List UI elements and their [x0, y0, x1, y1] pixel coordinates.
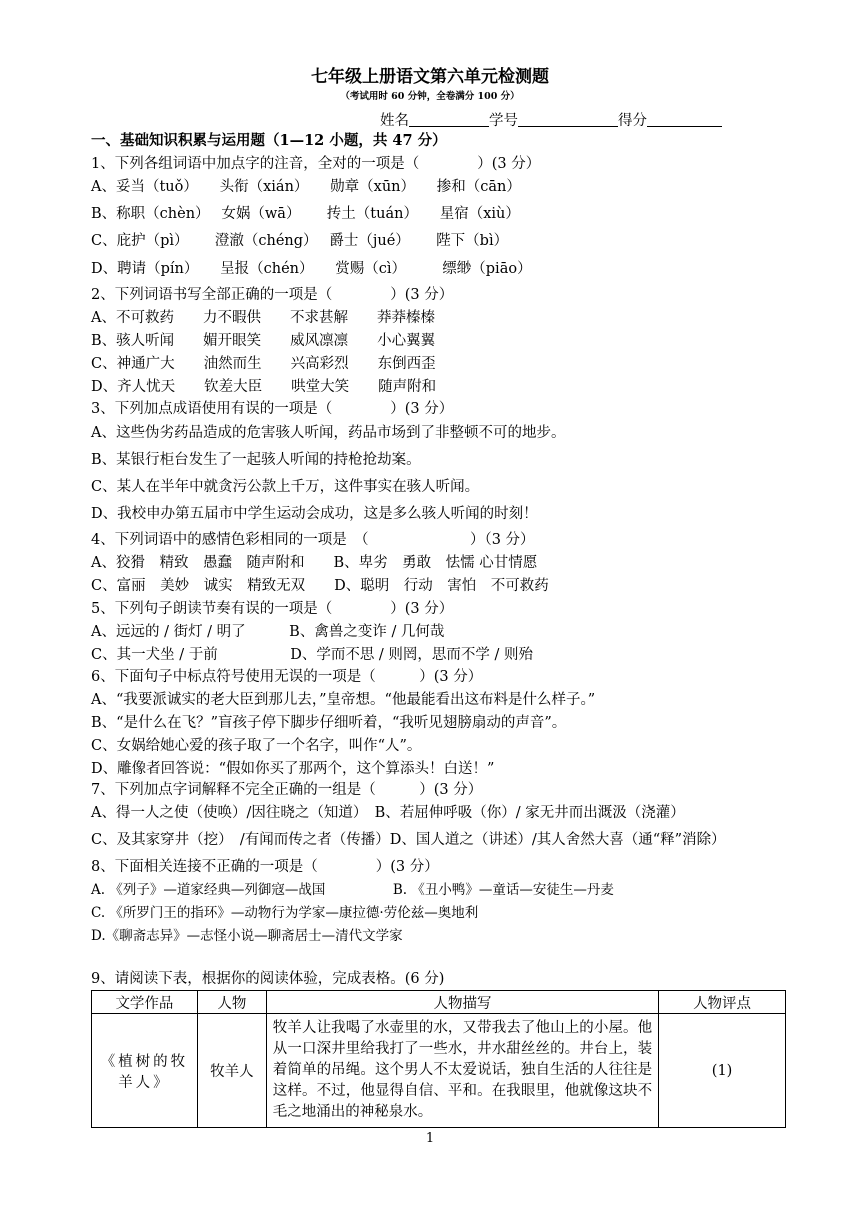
- question-4: 4、下列词语中的感情色彩相同的一项是 （ ）（3 分）: [91, 532, 535, 548]
- q8-option-d: D.《聊斋志异》—志怪小说—聊斋居士—清代文学家: [91, 928, 403, 944]
- section-heading: 一、基础知识积累与运用题（1—12 小题，共 47 分）: [91, 132, 447, 149]
- q1-option-c: C、庇护（pì） 澄澈（chéng） 爵士（jué） 陛下（bì）: [91, 233, 509, 249]
- table-header-cell: 人物: [197, 991, 266, 1014]
- q1-option-b: B、称职（chèn） 女娲（wā） 抟土（tuán） 星宿（xiù）: [91, 206, 520, 222]
- question-3: 3、下列加点成语使用有误的一项是（ ）(3 分）: [91, 401, 454, 417]
- q2-option-a: A、不可救药 力不暇供 不求甚解 莽莽榛榛: [91, 310, 435, 326]
- question-2: 2、下列词语书写全部正确的一项是（ ）(3 分）: [91, 287, 454, 303]
- q6-option-d: D、雕像者回答说：“假如你买了那两个，这个算添头！白送！”: [91, 761, 495, 777]
- name-label: 姓名: [380, 113, 409, 129]
- table-header-cell: 人物描写: [266, 991, 658, 1014]
- id-label: 学号: [489, 113, 518, 129]
- q6-option-b: B、“是什么在飞？”盲孩子停下脚步仔细听着，“我听见翅膀扇动的声音”。: [91, 715, 567, 731]
- score-label: 得分: [618, 113, 647, 129]
- question-6: 6、下面句子中标点符号使用无误的一项是（ ）(3 分）: [91, 669, 483, 685]
- page-title: 七年级上册语文第六单元检测题: [311, 67, 549, 87]
- q8-options-ab: A. 《列子》—道家经典—列御寇—战国 B. 《丑小鸭》—童话—安徒生—丹麦: [91, 882, 614, 898]
- character-cell: 牧羊人: [197, 1014, 266, 1128]
- work-cell: 《植树的牧羊人》: [92, 1014, 198, 1128]
- question-1: 1、下列各组词语中加点字的注音，全对的一项是（ ）(3 分）: [91, 156, 541, 172]
- q4-options-ab: A、狡猾 精致 愚蠢 随声附和 B、卑劣 勇敢 怯懦 心甘情愿: [91, 555, 538, 571]
- q8-option-c: C. 《所罗门王的指环》—动物行为学家—康拉德·劳伦兹—奥地利: [91, 905, 479, 921]
- question-5: 5、下列句子朗读节奏有误的一项是（ ）(3 分）: [91, 601, 454, 617]
- question-7: 7、下列加点字词解释不完全正确的一组是（ ）(3 分）: [91, 782, 483, 798]
- q7-options-cd: C、及其家穿井（挖） /有闻而传之者（传播）D、国人道之（讲述）/其人舍然大喜（通“释”消除）: [91, 832, 726, 848]
- page-number: 1: [425, 1131, 435, 1146]
- table-header-row: [92, 991, 786, 1014]
- q5-options-ab: A、远远的 / 街灯 / 明了 B、禽兽之变诈 / 几何哉: [91, 624, 445, 640]
- q1-option-d: D、聘请（pín） 呈报（chén） 赏赐（cì） 缥缈（piāo）: [91, 261, 532, 277]
- q3-option-a: A、这些伪劣药品造成的危害骇人听闻，药品市场到了非整顿不可的地步。: [91, 425, 566, 441]
- q7-options-ab: A、得一人之使（使唤）/因往晓之（知道） B、若屈伸呼吸（你）/ 家无井而出溉汲（浇灌）: [91, 805, 685, 821]
- q3-option-d: D、我校申办第五届市中学生运动会成功，这是多么骇人听闻的时刻！: [91, 506, 538, 522]
- table-header-cell: 文学作品: [92, 991, 198, 1014]
- q1-option-a: A、妥当（tuǒ） 头衔（xián） 勋章（xūn） 掺和（cān）: [91, 179, 521, 195]
- reading-table: [91, 990, 786, 1128]
- q3-option-b: B、某银行柜台发生了一起骇人听闻的持枪抢劫案。: [91, 452, 421, 468]
- q2-option-d: D、齐人忧天 钦差大臣 哄堂大笑 随声附和: [91, 379, 437, 395]
- description-cell: 牧羊人让我喝了水壶里的水，又带我去了他山上的小屋。他从一口深井里给我打了一些水，井水甜丝丝的。井台上，装着简单的吊绳。这个男人不太爱说话，独自生活的人往往是这样。不过，他显得自信、平和。在我眼里，他就像这块不毛之地涌出的神秘泉水。: [266, 1014, 658, 1128]
- q3-option-c: C、某人在半年中就贪污公款上千万，这件事实在骇人听闻。: [91, 479, 480, 495]
- id-blank[interactable]: [518, 112, 618, 127]
- q6-option-c: C、女娲给她心爱的孩子取了一个名字，叫作“人”。: [91, 738, 422, 754]
- table-header-cell: 人物评点: [659, 991, 786, 1014]
- q2-option-b: B、骇人听闻 媚开眼笑 威风凛凛 小心翼翼: [91, 333, 436, 349]
- question-8: 8、下面相关连接不正确的一项是（ ）(3 分）: [91, 859, 439, 875]
- q4-options-cd: C、富丽 美妙 诚实 精致无双 D、聪明 行动 害怕 不可救药: [91, 578, 549, 594]
- score-blank[interactable]: [647, 112, 722, 127]
- q2-option-c: C、神通广大 油然而生 兴高彩烈 东倒西歪: [91, 356, 436, 372]
- q5-options-cd: C、其一犬坐 / 于前 D、学而不思 / 则罔，思而不学 / 则殆: [91, 647, 534, 663]
- question-9: 9、请阅读下表，根据你的阅读体验，完成表格。(6 分): [91, 971, 445, 987]
- name-blank[interactable]: [409, 112, 489, 127]
- table-row: [92, 1014, 786, 1128]
- exam-subtitle: （考试用时 60 分钟，全卷满分 100 分）: [340, 91, 520, 102]
- q6-option-a: A、“我要派诚实的老大臣到那儿去，”皇帝想。“他最能看出这布料是什么样子。”: [91, 692, 596, 708]
- student-info-line: [380, 109, 722, 130]
- comment-cell[interactable]: (1): [659, 1014, 786, 1128]
